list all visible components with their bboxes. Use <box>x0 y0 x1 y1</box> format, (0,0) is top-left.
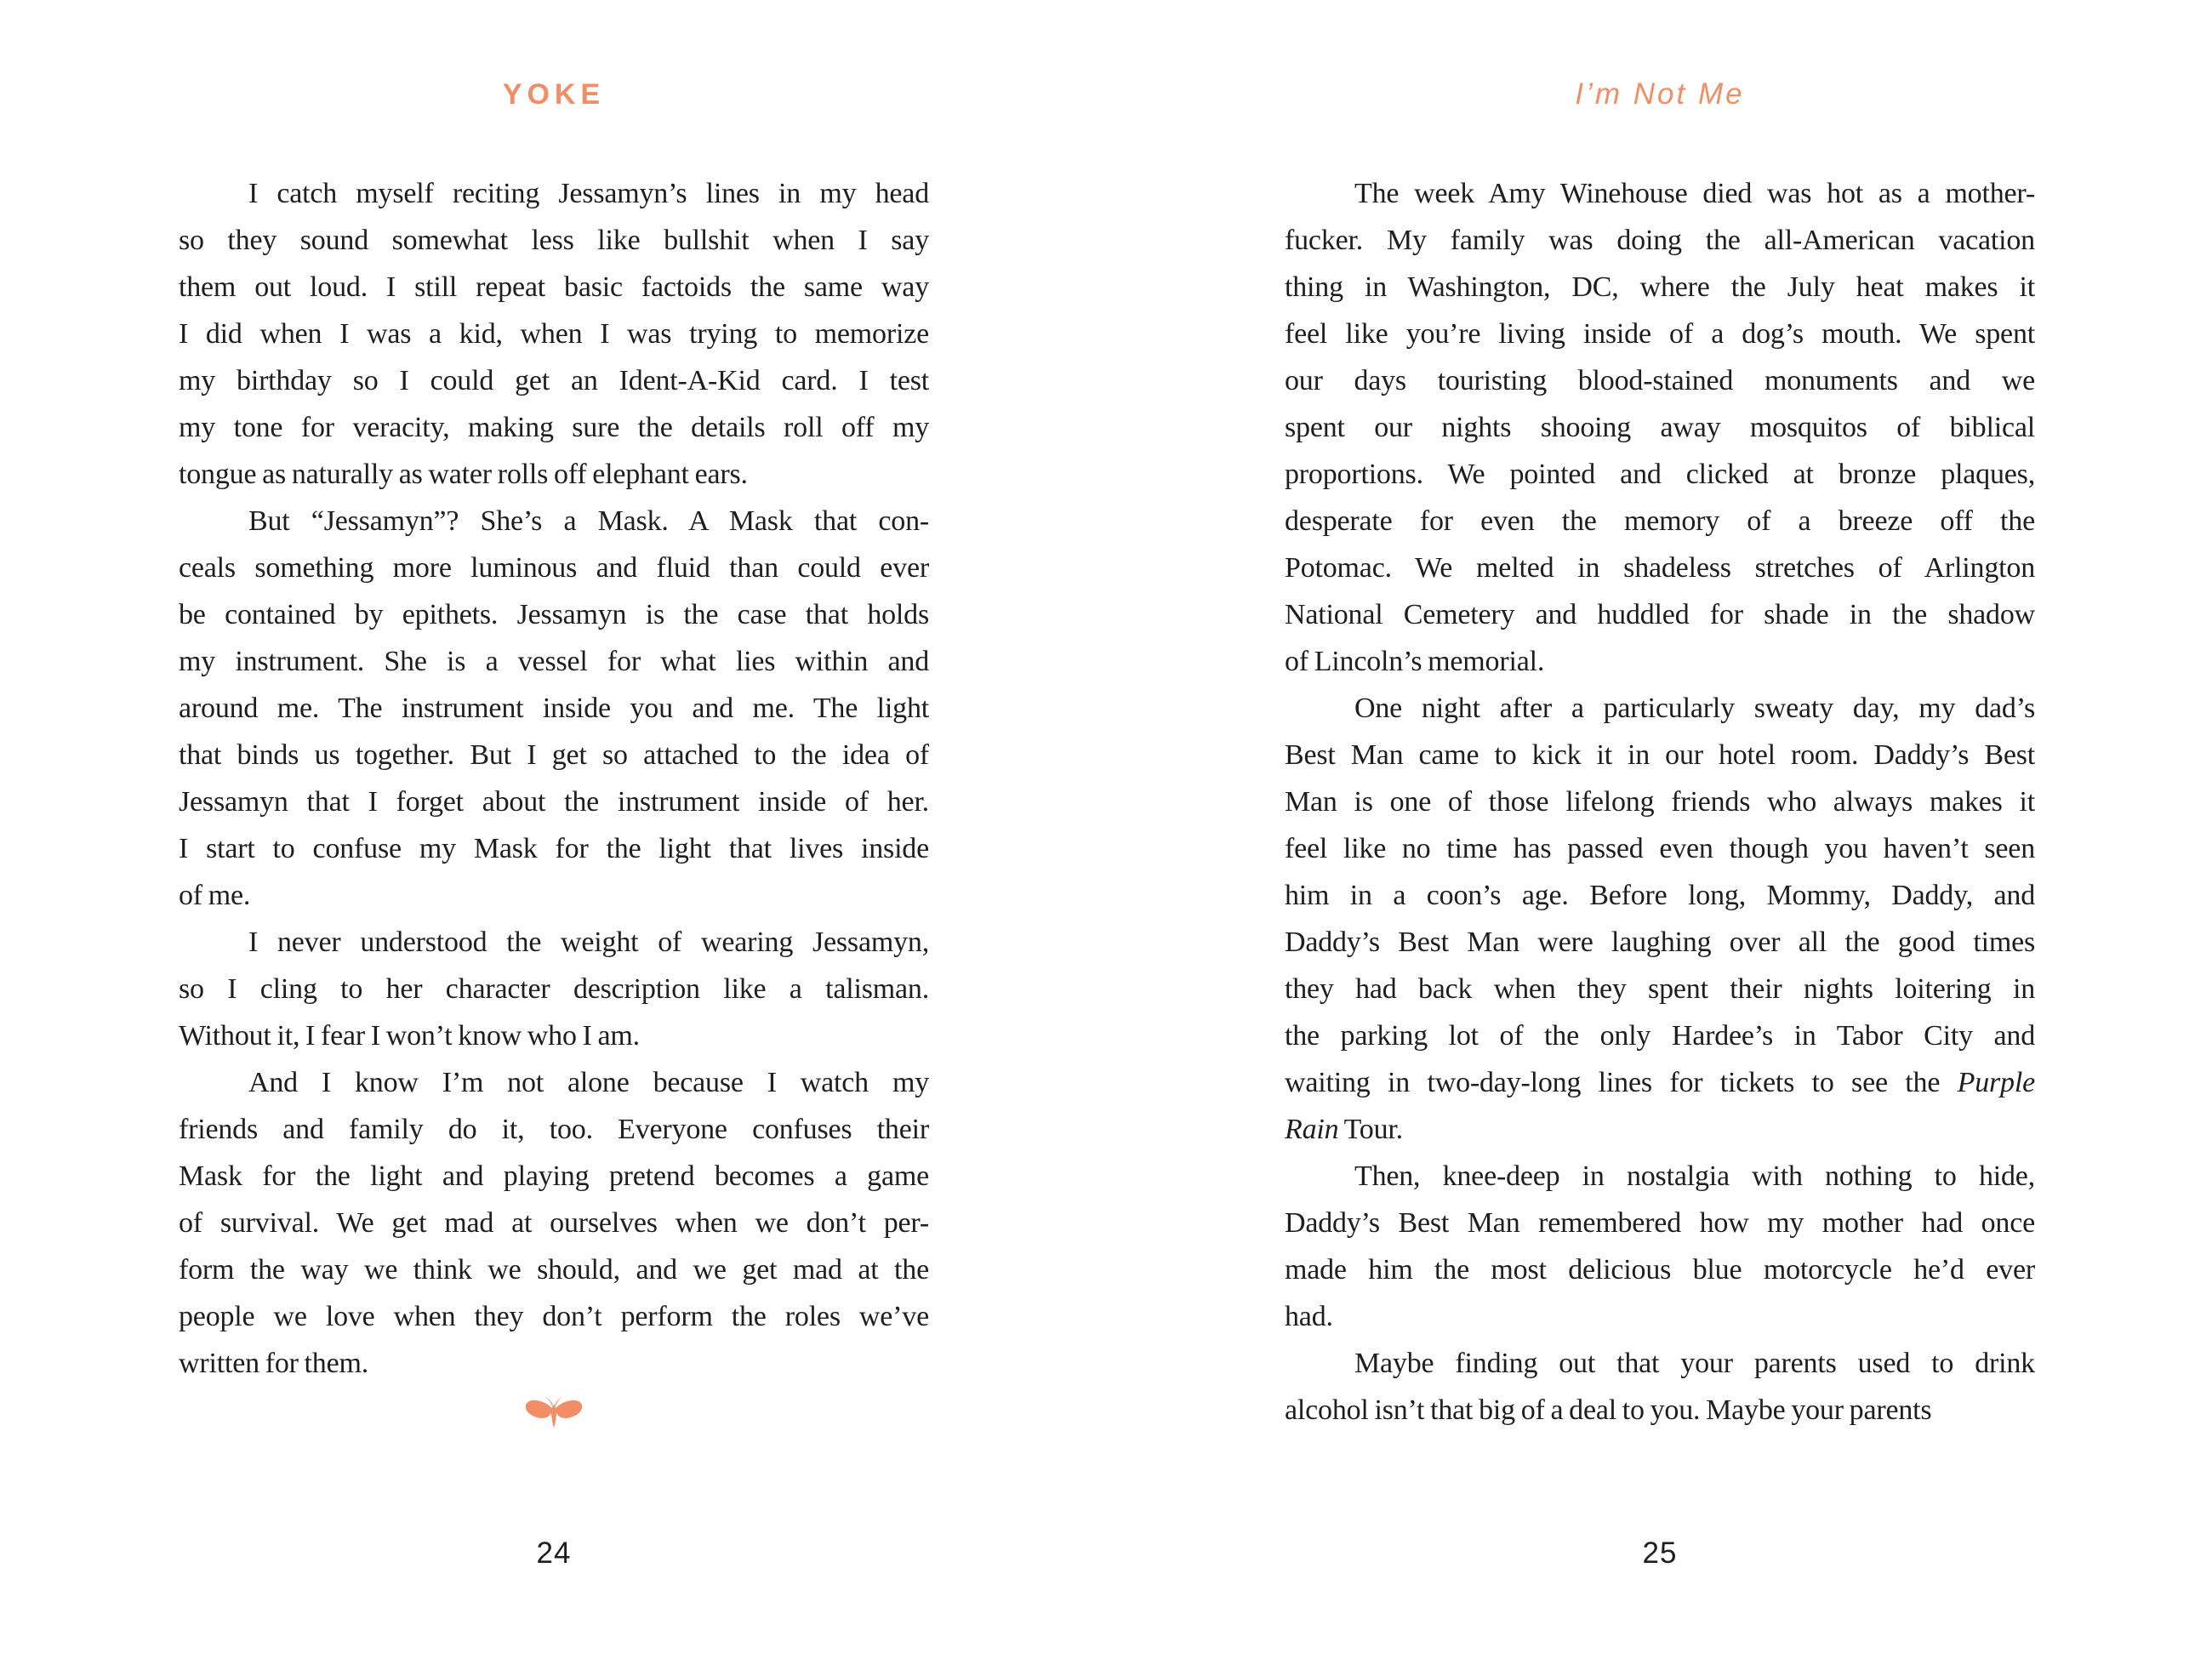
text-line: One night after a particularly sweaty day, my dad’s <box>1354 693 2035 724</box>
text-line: But “Jessamyn”? She’s a Mask. A Mask that con- <box>248 505 929 537</box>
text-line: Maybe finding out that your parents used to drink <box>1354 1348 2035 1379</box>
text-line: Daddy’s Best Man remembered how my mother had once <box>1285 1207 2035 1239</box>
text-line: ceals something more luminous and fluid than could ever <box>179 552 929 584</box>
text-line: Best Man came to kick it in our hotel room. Daddy’s Best <box>1285 739 2035 771</box>
text-line: of me. <box>179 880 251 911</box>
text-line: him in a coon’s age. Before long, Mommy, Daddy, and <box>1285 880 2035 911</box>
text-line: Daddy’s Best Man were laughing over all the good times <box>1285 926 2035 958</box>
text-line: And I know I’m not alone because I watch my <box>248 1067 929 1098</box>
text-line: waiting in two-day-long lines for tickets to see the Purple <box>1285 1067 2035 1098</box>
text-line: people we love when they don’t perform the roles we’ve <box>179 1301 929 1332</box>
text-line: Jessamyn that I forget about the instrument inside of her. <box>179 786 929 818</box>
text-line: had. <box>1285 1301 1333 1332</box>
left-page-number: 24 <box>536 1536 572 1570</box>
text-line: Man is one of those lifelong friends who always makes it <box>1285 786 2035 818</box>
text-line: I did when I was a kid, when I was trying to memorize <box>179 318 929 350</box>
text-line: feel like you’re living inside of a dog’s mouth. We spent <box>1285 318 2035 350</box>
right-running-head: I’m Not Me <box>1575 77 1745 111</box>
text-line: I never understood the weight of wearing Jessamyn, <box>248 926 929 958</box>
text-line: my instrument. She is a vessel for what lies within and <box>179 646 929 677</box>
text-line: be contained by epithets. Jessamyn is the case that holds <box>179 599 929 630</box>
text-line: of survival. We get mad at ourselves when we don’t per- <box>179 1207 929 1239</box>
text-line: National Cemetery and huddled for shade in the shadow <box>1285 599 2035 630</box>
text-line: our days touristing blood-stained monuments and we <box>1285 365 2035 396</box>
text-line: Potomac. We melted in shadeless stretches of Arlington <box>1285 552 2035 584</box>
text-line: so I cling to her character description like a talisman. <box>179 973 929 1005</box>
right-page <box>1106 0 2212 1659</box>
text-line: my tone for veracity, making sure the details roll off my <box>179 412 929 443</box>
right-page-number: 25 <box>1642 1536 1678 1570</box>
text-line: them out loud. I still repeat basic factoids the same way <box>179 271 929 303</box>
right-page-body <box>1285 170 2035 1434</box>
text-line: Without it, I fear I won’t know who I am. <box>179 1020 640 1052</box>
text-line: alcohol isn’t that big of a deal to you. Maybe your parents <box>1285 1394 1932 1426</box>
text-line: I catch myself reciting Jessamyn’s lines in my head <box>248 178 929 209</box>
moth-icon <box>179 1385 929 1446</box>
text-line: the parking lot of the only Hardee’s in Tabor City and <box>1285 1020 2035 1052</box>
text-line: friends and family do it, too. Everyone confuses their <box>179 1114 929 1145</box>
text-line: around me. The instrument inside you and me. The light <box>179 693 929 724</box>
text-line: made him the most delicious blue motorcycle he’d ever <box>1285 1254 2035 1286</box>
text-line: Mask for the light and playing pretend becomes a game <box>179 1160 929 1192</box>
text-line: tongue as naturally as water rolls off elephant ears. <box>179 459 748 490</box>
text-line: spent our nights shooing away mosquitos of biblical <box>1285 412 2035 443</box>
text-line: form the way we think we should, and we get mad at the <box>179 1254 929 1286</box>
text-line: written for them. <box>179 1348 369 1379</box>
text-line: feel like no time has passed even though you haven’t seen <box>1285 833 2035 864</box>
text-line: that binds us together. But I get so attached to the idea of <box>179 739 929 771</box>
text-line: they had back when they spent their nights loitering in <box>1285 973 2035 1005</box>
text-line: thing in Washington, DC, where the July heat makes it <box>1285 271 2035 303</box>
text-line: Then, knee-deep in nostalgia with nothing to hide, <box>1354 1160 2035 1192</box>
text-line: The week Amy Winehouse died was hot as a mother- <box>1354 178 2035 209</box>
text-line: Rain Tour. <box>1285 1114 1403 1145</box>
text-line: fucker. My family was doing the all-American vacation <box>1285 225 2035 256</box>
left-running-head: YOKE <box>502 78 606 111</box>
text-line: so they sound somewhat less like bullshit when I say <box>179 225 929 256</box>
text-line: desperate for even the memory of a breeze off the <box>1285 505 2035 537</box>
text-line: of Lincoln’s memorial. <box>1285 646 1545 677</box>
text-line: proportions. We pointed and clicked at bronze plaques, <box>1285 459 2035 490</box>
text-line: my birthday so I could get an Ident-A-Kid card. I test <box>179 365 929 396</box>
text-line: I start to confuse my Mask for the light that lives inside <box>179 833 929 864</box>
left-page-body <box>179 170 929 1387</box>
